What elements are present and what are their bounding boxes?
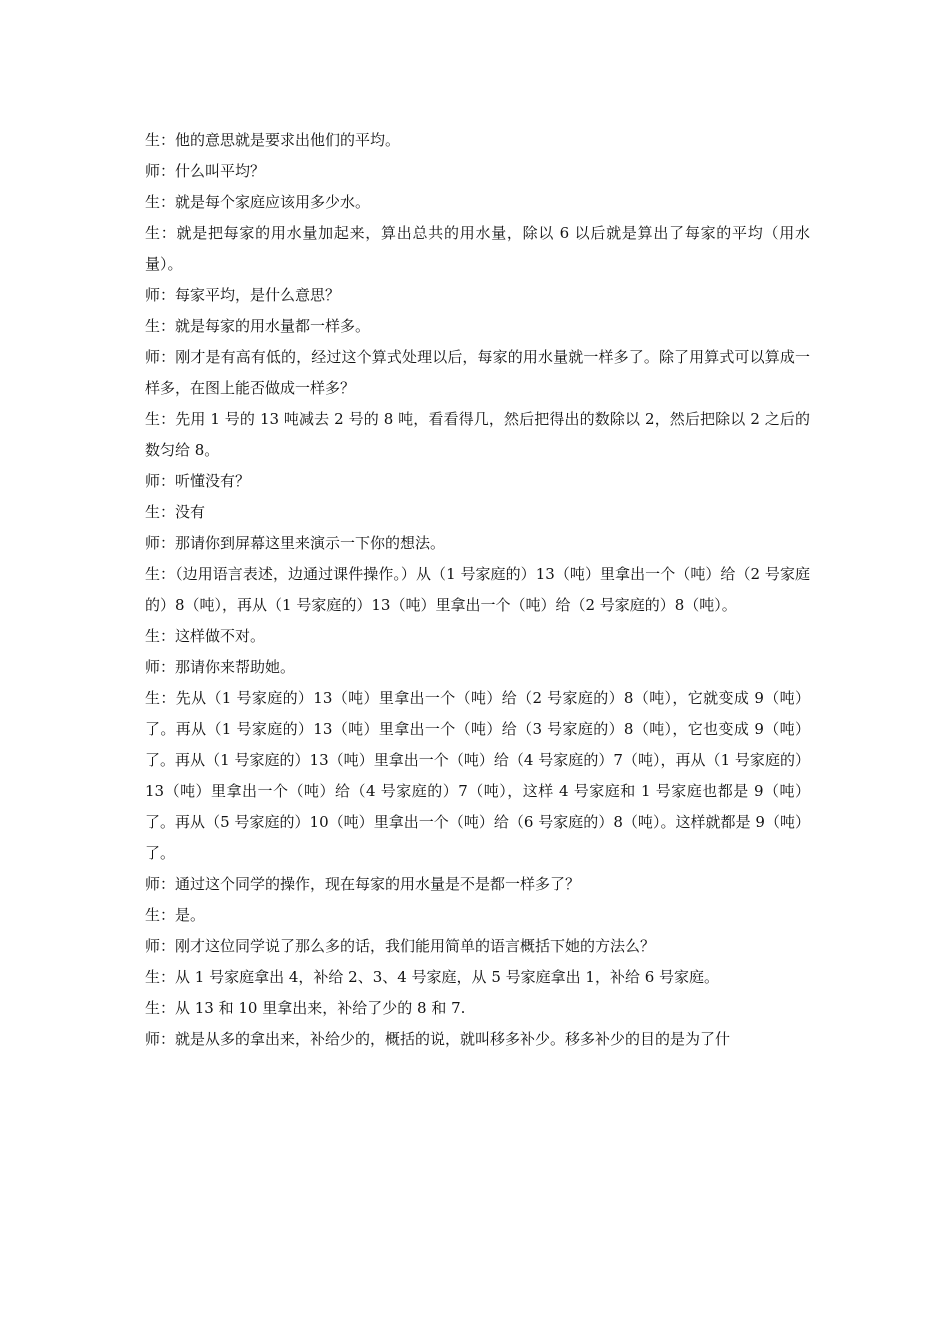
dialogue-transcript <box>145 125 810 1055</box>
dialogue-line-student: 生：没有 <box>145 503 206 521</box>
dialogue-line-student: 生：就是每家的用水量都一样多。 <box>145 317 371 335</box>
dialogue-line-teacher: 师：就是从多的拿出来，补给少的，概括的说，就叫移多补少。移多补少的目的是为了什 <box>145 1030 731 1048</box>
dialogue-line-student: 生：（边用语言表述，边通过课件操作。）从（1 号家庭的）13（吨）里拿出一个（吨）给（2 号家庭的）8（吨），再从（1 号家庭的）13（吨）里拿出一个（吨）给（2 号家庭的）8（吨）。 <box>145 565 810 614</box>
dialogue-line-teacher: 师：每家平均，是什么意思？ <box>145 286 341 304</box>
dialogue-line-teacher: 师：什么叫平均？ <box>145 162 266 180</box>
dialogue-line-teacher: 师：通过这个同学的操作，现在每家的用水量是不是都一样多了？ <box>145 875 581 893</box>
dialogue-line-student: 生：先用 1 号的 13 吨减去 2 号的 8 吨，看看得几，然后把得出的数除以 2，然后把除以 2 之后的数匀给 8。 <box>145 410 810 459</box>
dialogue-line-teacher: 师：那请你到屏幕这里来演示一下你的想法。 <box>145 534 446 552</box>
dialogue-line-teacher: 师：刚才是有高有低的，经过这个算式处理以后，每家的用水量就一样多了。除了用算式可以算成一样多，在图上能否做成一样多？ <box>145 348 810 397</box>
dialogue-line-student: 生：从 13 和 10 里拿出来，补给了少的 8 和 7. <box>145 999 466 1017</box>
dialogue-line-teacher: 师：听懂没有？ <box>145 472 251 490</box>
dialogue-line-teacher: 师：刚才这位同学说了那么多的话，我们能用简单的语言概括下她的方法么？ <box>145 937 656 955</box>
dialogue-line-student: 生：就是把每家的用水量加起来，算出总共的用水量，除以 6 以后就是算出了每家的平均（用水量）。 <box>145 224 810 273</box>
dialogue-line-student: 生：先从（1 号家庭的）13（吨）里拿出一个（吨）给（2 号家庭的）8（吨），它就变成 9（吨）了。再从（1 号家庭的）13（吨）里拿出一个（吨）给（3 号家庭的）8（吨），它也变成 9（吨）了。再从（1 号家庭的）13（吨）里拿出一个（吨）给（4 号家庭的）7（吨），再从（1 号家庭的）13（吨）里拿出一个（吨）给（4 号家庭的）7（吨），这样 4 号家庭和 1 号家庭也都是 9（吨）了。再从（5 号家庭的）10（吨）里拿出一个（吨）给（6 号家庭的）8（吨）。这样就都是 9（吨）了。 <box>145 689 810 862</box>
dialogue-line-teacher: 师：那请你来帮助她。 <box>145 658 296 676</box>
dialogue-line-student: 生：从 1 号家庭拿出 4，补给 2、3、4 号家庭，从 5 号家庭拿出 1，补给 6 号家庭。 <box>145 968 720 986</box>
dialogue-line-student: 生：他的意思就是要求出他们的平均。 <box>145 131 401 149</box>
dialogue-line-student: 生：就是每个家庭应该用多少水。 <box>145 193 371 211</box>
dialogue-line-student: 生：是。 <box>145 906 206 924</box>
dialogue-line-student: 生：这样做不对。 <box>145 627 266 645</box>
